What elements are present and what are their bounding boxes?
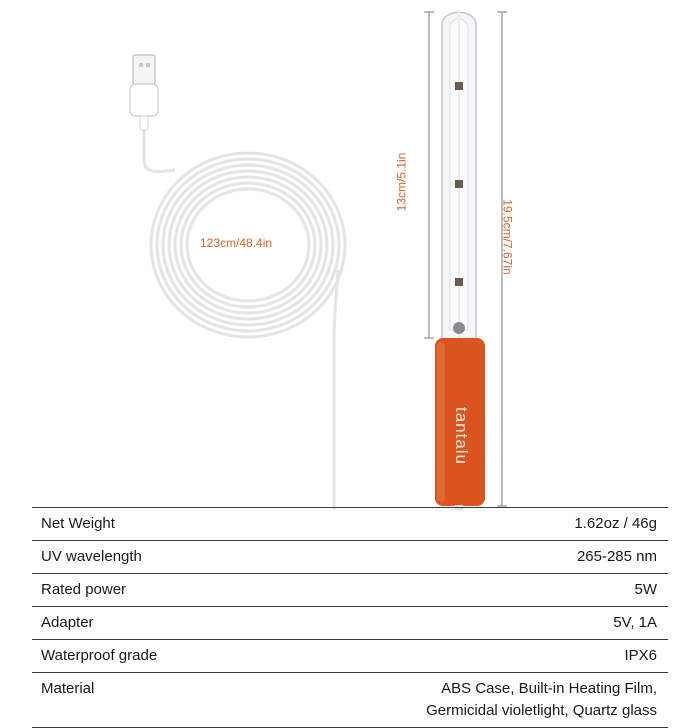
spec-value: IPX6 bbox=[256, 640, 668, 673]
cable-coil-icon bbox=[144, 130, 345, 510]
spec-value-line: Germicidal violetlight, Quartz glass bbox=[426, 702, 657, 719]
brand-logo: tantalu bbox=[452, 406, 471, 466]
spec-value: 1.62oz / 46g bbox=[256, 508, 668, 541]
spec-value: 5V, 1A bbox=[256, 607, 668, 640]
spec-label: UV wavelength bbox=[32, 541, 256, 574]
spec-value bbox=[256, 673, 668, 728]
spec-label: Net Weight bbox=[32, 508, 256, 541]
spec-label: Waterproof grade bbox=[32, 640, 256, 673]
lamp-length-label: 13cm/5.1in bbox=[394, 152, 409, 212]
power-button-icon bbox=[453, 322, 465, 334]
spec-label: Rated power bbox=[32, 574, 256, 607]
spec-table bbox=[32, 507, 668, 728]
spec-row-adapter bbox=[32, 607, 668, 640]
spec-value: 5W bbox=[256, 574, 668, 607]
led-icon bbox=[455, 180, 463, 188]
led-icon bbox=[455, 278, 463, 286]
usb-plug-icon bbox=[130, 55, 158, 130]
spec-row-net-weight bbox=[32, 508, 668, 541]
spec-row-rated-power bbox=[32, 574, 668, 607]
total-length-label: 19.5cm/7.67in bbox=[500, 199, 515, 275]
led-icon bbox=[455, 82, 463, 90]
spec-row-uv-wavelength bbox=[32, 541, 668, 574]
spec-row-material bbox=[32, 673, 668, 728]
spec-value-line: ABS Case, Built-in Heating Film, bbox=[441, 680, 657, 697]
spec-label: Material bbox=[32, 673, 256, 728]
cable-length-label: 123cm/48.4in bbox=[200, 236, 273, 250]
spec-label: Adapter bbox=[32, 607, 256, 640]
spec-value: 265-285 nm bbox=[256, 541, 668, 574]
spec-row-waterproof-grade bbox=[32, 640, 668, 673]
